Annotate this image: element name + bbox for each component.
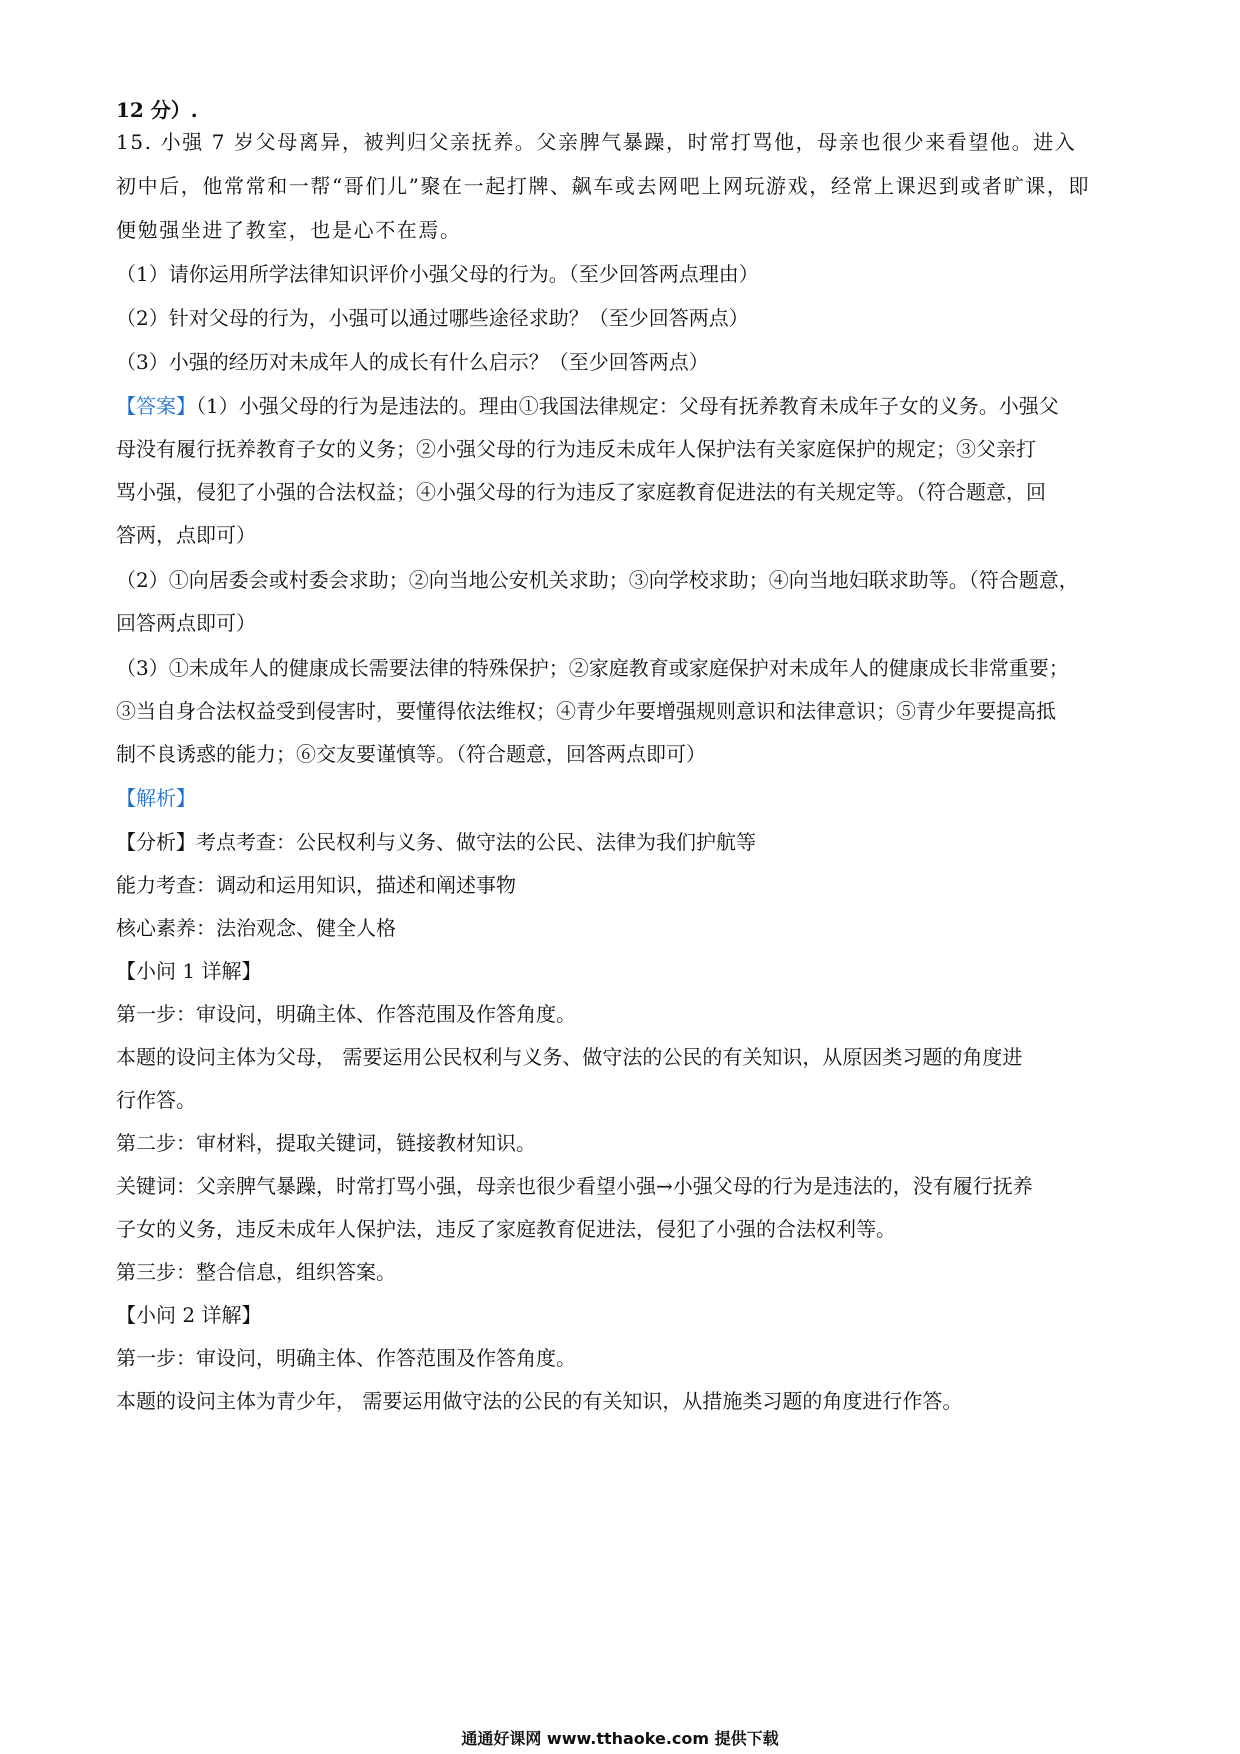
- analysis-line: 第三步：整合信息，组织答案。: [116, 1260, 396, 1284]
- answer-line: [116, 392, 1126, 420]
- answer-line: （3）①未成年人的健康成长需要法律的特殊保护；②家庭教育或家庭保护对未成年人的健康成长非常重要；: [116, 656, 1069, 680]
- answer-line: 母没有履行抚养教育子女的义务；②小强父母的行为违反未成年人保护法有关家庭保护的规定；③父亲打: [116, 437, 1036, 461]
- question-line: 便勉强坐进了教室，也是心不在焉。: [116, 218, 462, 242]
- analysis-line: 第二步：审材料，提取关键词，链接教材知识。: [116, 1131, 536, 1155]
- answer-line: 骂小强，侵犯了小强的合法权益；④小强父母的行为违反了家庭教育促进法的有关规定等。（符合题意，回: [116, 480, 1046, 504]
- answer-line: 回答两点即可）: [116, 611, 256, 635]
- score-header: 12 分）.: [116, 98, 198, 122]
- analysis-line: 第一步：审设问，明确主体、作答范围及作答角度。: [116, 1346, 576, 1370]
- analysis-line: 子女的义务，违反未成年人保护法，违反了家庭教育促进法，侵犯了小强的合法权利等。: [116, 1217, 896, 1241]
- answer-line: （2）①向居委会或村委会求助；②向当地公安机关求助；③向学校求助；④向当地妇联求助等。（符合题意，: [116, 568, 1079, 592]
- sub-question-3: （3）小强的经历对未成年人的成长有什么启示？（至少回答两点）: [116, 350, 709, 374]
- analysis-line: 本题的设问主体为父母， 需要运用公民权利与义务、做守法的公民的有关知识，从原因类习题的角度进: [116, 1045, 1023, 1069]
- sub-question-2: （2）针对父母的行为，小强可以通过哪些途径求助？（至少回答两点）: [116, 306, 749, 330]
- analysis-label: 【解析】: [116, 786, 196, 810]
- analysis-line: 【分析】考点考查：公民权利与义务、做守法的公民、法律为我们护航等: [116, 830, 756, 854]
- analysis-line: 【小问 2 详解】: [116, 1303, 262, 1327]
- analysis-line: 核心素养：法治观念、健全人格: [116, 916, 396, 940]
- question-line: 15. 小强 7 岁父母离异，被判归父亲抚养。父亲脾气暴躁，时常打骂他，母亲也很少来看望他。进入: [116, 130, 1077, 154]
- analysis-line: 【小问 1 详解】: [116, 959, 262, 983]
- analysis-line: 关键词：父亲脾气暴躁，时常打骂小强，母亲也很少看望小强→小强父母的行为是违法的，没有履行抚养: [116, 1174, 1033, 1198]
- analysis-line: 行作答。: [116, 1088, 196, 1112]
- answer-label: 【答案】: [116, 394, 196, 418]
- page-footer: 通通好课网 www.tthaoke.com 提供下载: [461, 1729, 779, 1748]
- analysis-line: 第一步：审设问，明确主体、作答范围及作答角度。: [116, 1002, 576, 1026]
- sub-question-1: （1）请你运用所学法律知识评价小强父母的行为。（至少回答两点理由）: [116, 262, 759, 286]
- answer-line: 制不良诱惑的能力；⑥交友要谨慎等。（符合题意，回答两点即可）: [116, 742, 706, 766]
- answer-text: （1）小强父母的行为是违法的。理由①我国法律规定：父母有抚养教育未成年子女的义务。小强父: [196, 394, 1059, 418]
- analysis-line: 能力考查：调动和运用知识，描述和阐述事物: [116, 873, 516, 897]
- answer-line: ③当自身合法权益受到侵害时，要懂得依法维权；④青少年要增强规则意识和法律意识；⑤青少年要提高抵: [116, 699, 1056, 723]
- answer-line: 答两，点即可）: [116, 523, 256, 547]
- question-line: 初中后，他常常和一帮“哥们儿”聚在一起打牌、飙车或去网吧上网玩游戏，经常上课迟到或者旷课，即: [116, 174, 1091, 198]
- analysis-line: 本题的设问主体为青少年， 需要运用做守法的公民的有关知识，从措施类习题的角度进行作答。: [116, 1389, 963, 1413]
